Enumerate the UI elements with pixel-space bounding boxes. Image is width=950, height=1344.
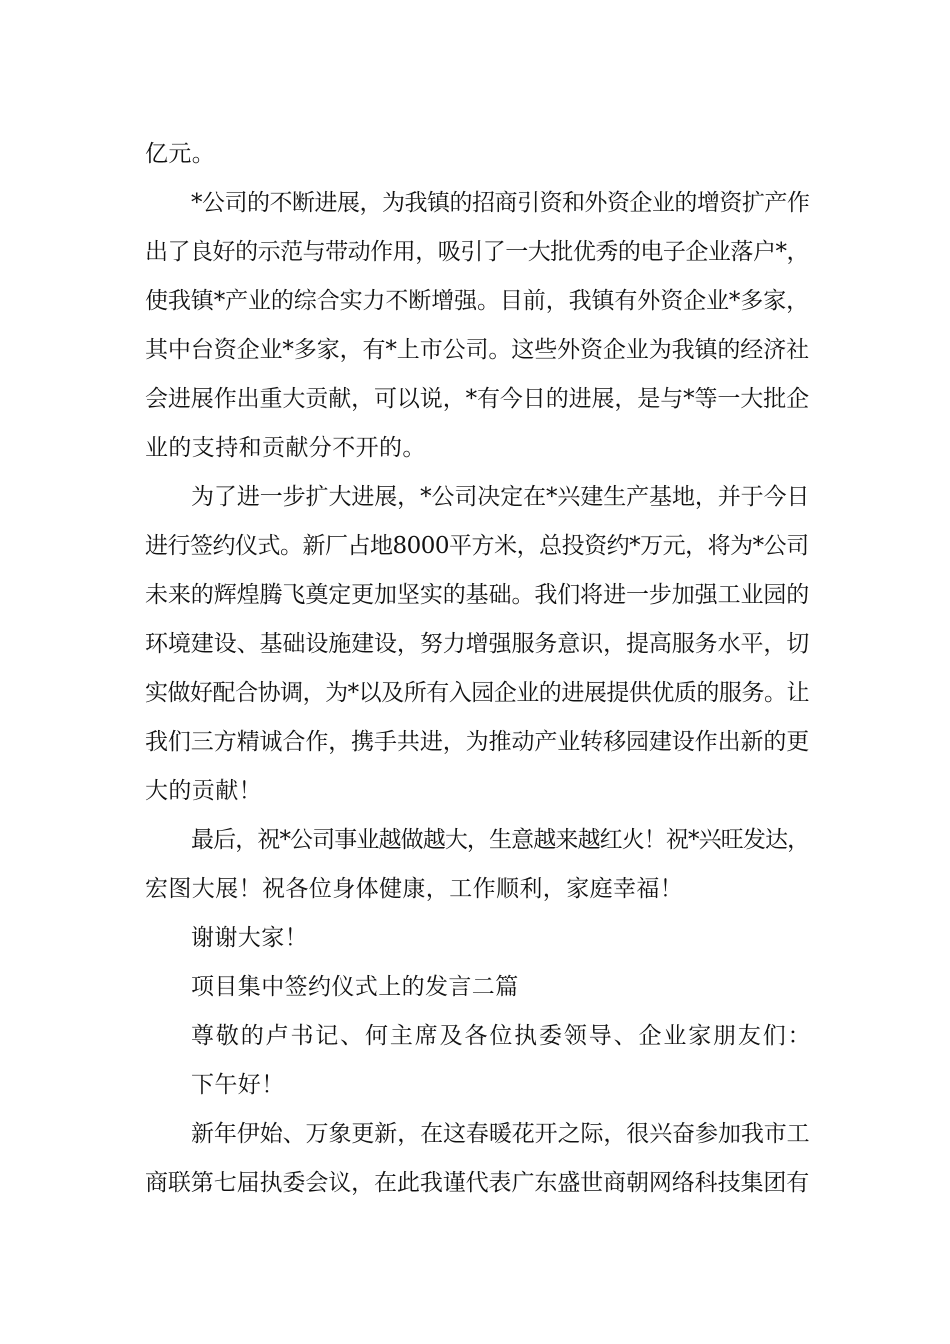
- text-line: 新年伊始、万象更新，在这春暖花开之际，很兴奋参加我市工: [191, 1121, 810, 1147]
- text-line: 大的贡献！: [145, 778, 262, 804]
- text-line: 商联第七届执委会议，在此我谨代表广东盛世商朝网络科技集团有: [145, 1170, 810, 1196]
- text-line: 会进展作出重大贡献，可以说，*有今日的进展，是与*等一大批企: [145, 386, 810, 412]
- text-line: 最后，祝*公司事业越做越大，生意越来越红火！祝*兴旺发达，: [191, 827, 810, 853]
- text-line: 未来的辉煌腾飞奠定更加坚实的基础。我们将进一步加强工业园的: [145, 582, 810, 608]
- greeting-line: 下午好！: [191, 1072, 285, 1098]
- text-line: 实做好配合协调，为*以及所有入园企业的进展提供优质的服务。让: [145, 680, 810, 706]
- text-line: 宏图大展！祝各位身体健康，工作顺利，家庭幸福！: [145, 876, 684, 902]
- text-line: 使我镇*产业的综合实力不断增强。目前，我镇有外资企业*多家，: [145, 288, 810, 314]
- text-line: 业的支持和贡献分不开的。: [145, 435, 426, 461]
- text-line: 进行签约仪式。新厂占地8000平方米，总投资约*万元，将为*公司: [145, 533, 809, 559]
- text-line: 亿元。: [145, 141, 216, 167]
- text-line: 为了进一步扩大进展，*公司决定在*兴建生产基地，并于今日: [191, 484, 810, 510]
- text-line: 我们三方精诚合作，携手共进，为推动产业转移园建设作出新的更: [145, 729, 810, 755]
- text-line: 其中台资企业*多家，有*上市公司。这些外资企业为我镇的经济社: [145, 337, 810, 363]
- section-heading: 项目集中签约仪式上的发言二篇: [191, 974, 519, 1000]
- text-line: 谢谢大家！: [191, 925, 308, 951]
- document-body: [145, 130, 815, 1208]
- salutation-line: 尊敬的卢书记、何主席及各位执委领导、企业家朋友们：: [191, 1023, 813, 1049]
- text-line: *公司的不断进展，为我镇的招商引资和外资企业的增资扩产作: [191, 190, 810, 216]
- text-line: 环境建设、基础设施建设，努力增强服务意识，提高服务水平，切: [145, 631, 810, 657]
- text-line: 出了良好的示范与带动作用，吸引了一大批优秀的电子企业落户*，: [145, 239, 810, 265]
